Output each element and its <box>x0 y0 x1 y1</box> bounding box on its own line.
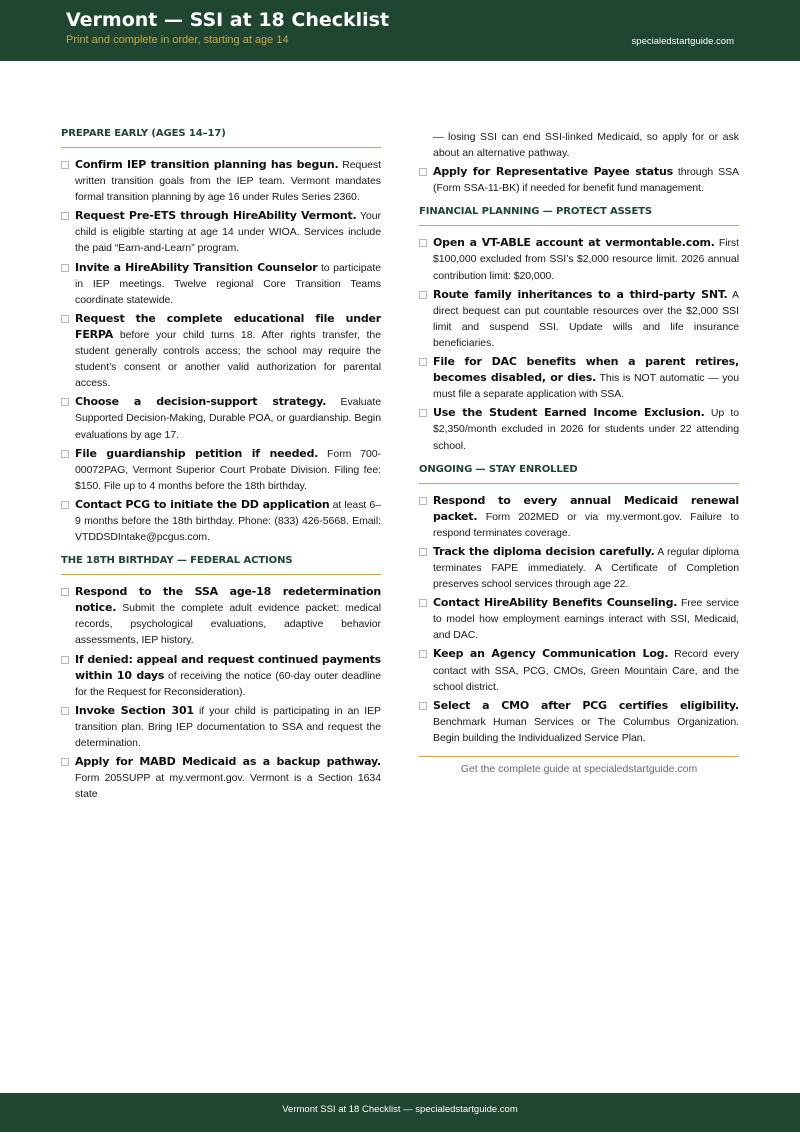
checkbox[interactable] <box>419 409 427 417</box>
checklist-item <box>61 497 381 545</box>
checkbox[interactable] <box>419 599 427 607</box>
checklist-item <box>419 164 739 196</box>
item-lead: Respond to the SSA age-18 redetermination notice. <box>75 585 381 615</box>
item-lead: Invite a HireAbility Transition Counselor <box>75 260 318 274</box>
item-lead: Request the complete educational file under FERPA <box>75 311 381 341</box>
item-text: before your child turns 18. After rights transfer, the student generally controls access; the school may require the student’s consent or another valid authorization for parental access. <box>75 328 381 390</box>
item-text: Evaluate Supported Decision-Making, Durable POA, or guardianship. Begin evaluations by age 17. <box>75 396 381 441</box>
item-lead: Apply for MABD Medicaid as a backup pathway. <box>75 755 381 769</box>
checklist-item <box>419 544 739 592</box>
item-lead: Respond to every annual Medicaid renewal packet. <box>433 493 739 523</box>
item-continuation <box>419 129 739 161</box>
item-text: Free service to model how employment earnings interact with SSI, Medicaid, and DAC. <box>433 597 739 642</box>
item-text: of receiving the notice (60-day outer deadline for the Request for Reconsideration). <box>75 669 382 698</box>
checklist-item <box>61 260 381 308</box>
divider <box>419 756 739 757</box>
item-text: Your child is eligible starting at age 14 under WIOA. Services include the paid “Earn-and-Learn” program. <box>75 210 381 255</box>
item-text: Up to $2,350/month excluded in 2026 for students under 22 attending school. <box>433 407 739 452</box>
item-lead: Track the diploma decision carefully. <box>433 544 655 558</box>
checkbox[interactable] <box>419 650 427 658</box>
checklist-item <box>61 208 381 256</box>
checklist-item <box>419 595 739 643</box>
section-heading-ongoing: ONGOING — STAY ENROLLED <box>419 464 739 484</box>
item-text: Form 202MED or via my.vermont.gov. Failure to respond terminates coverage. <box>433 510 739 539</box>
checkbox[interactable] <box>61 501 69 509</box>
checklist-item <box>419 405 739 453</box>
item-lead: Contact PCG to initiate the DD application <box>75 497 330 511</box>
item-text: A direct bequest can put countable resources over the $2,000 SSI limit and suspend SSI. Update wills and life insurance beneficiaries. <box>433 288 740 349</box>
checkbox[interactable] <box>419 358 427 366</box>
guide-link[interactable]: Get the complete guide at specialedstartguide.com <box>460 763 698 775</box>
header-site-link[interactable]: specialedstartguide.com <box>631 36 734 47</box>
checklist-item <box>419 646 739 694</box>
item-lead: Request Pre-ETS through HireAbility Vermont. <box>75 209 357 223</box>
item-text: Benchmark Human Services or The Columbus Organization. Begin building the Individualized Service Plan. <box>433 715 739 744</box>
checkbox[interactable] <box>61 656 69 664</box>
item-lead: Invoke Section 301 <box>75 703 194 717</box>
checklist-item <box>61 652 381 700</box>
right-column <box>419 129 739 775</box>
footer-text: Vermont SSI at 18 Checklist — specialedstartguide.com <box>282 1104 518 1115</box>
item-lead: If denied: appeal and request continued payments within 10 days <box>75 652 381 682</box>
checkbox[interactable] <box>419 548 427 556</box>
item-lead: Contact HireAbility Benefits Counseling. <box>433 596 678 610</box>
checkbox[interactable] <box>61 758 69 766</box>
item-lead: Use the Student Earned Income Exclusion. <box>433 406 705 420</box>
page-footer <box>0 1093 800 1132</box>
checkbox[interactable] <box>419 291 427 299</box>
item-lead: File for DAC benefits when a parent retires, becomes disabled, or dies. <box>433 355 739 385</box>
item-text: Form 205SUPP at my.vermont.gov. Vermont is a Section 1634 state <box>75 772 381 801</box>
item-text: This is NOT automatic — you must file a separate application with SSA. <box>433 372 739 401</box>
section-heading-birthday: THE 18TH BIRTHDAY — FEDERAL ACTIONS <box>61 555 381 575</box>
item-text: First $100,000 excluded from SSI’s $2,000 resource limit. 2026 annual contribution limit: $20,000. <box>433 237 739 282</box>
checklist-item <box>419 354 739 402</box>
item-lead: Select a CMO after PCG certifies eligibility. <box>433 698 739 712</box>
section-heading-financial: FINANCIAL PLANNING — PROTECT ASSETS <box>419 206 739 226</box>
item-lead: Route family inheritances to a third-party SNT. <box>433 287 728 301</box>
checklist-item <box>61 703 381 751</box>
item-lead: Confirm IEP transition planning has begun. <box>75 158 339 171</box>
checkbox[interactable] <box>419 168 427 176</box>
item-lead: Open a VT-ABLE account at vermontable.com. <box>433 236 715 250</box>
checkbox[interactable] <box>419 239 427 247</box>
checkbox[interactable] <box>61 315 69 323</box>
checkbox[interactable] <box>61 588 69 596</box>
checkbox[interactable] <box>61 450 69 458</box>
checklist-item <box>419 287 739 351</box>
checklist-item <box>419 493 739 541</box>
item-text: Submit the complete adult evidence packet: medical records, psychological evaluations, adaptive behavior assessments, IEP history. <box>75 602 381 647</box>
checklist-item <box>61 394 381 442</box>
checklist-item <box>61 754 381 802</box>
checklist-item <box>419 235 739 283</box>
item-lead: File guardianship petition if needed. <box>75 446 319 460</box>
checkbox[interactable] <box>419 497 427 505</box>
checkbox[interactable] <box>61 161 69 169</box>
continuation-text: — losing SSI can end SSI-linked Medicaid, so apply for or ask about an alternative pathway. <box>433 131 739 160</box>
item-text: Form 700-00072PAG, Vermont Superior Court Probate Division. Filing fee: $150. File up to 4 months before the 18th birthday. <box>75 447 381 492</box>
item-text: through SSA (Form SSA-11-BK) if needed for benefit fund management. <box>433 166 739 195</box>
item-lead: Choose a decision-support strategy. <box>75 395 327 409</box>
section-heading-prepare: PREPARE EARLY (AGES 14–17) <box>61 128 381 148</box>
item-text: to participate in IEP meetings. Twelve regional Core Transition Teams coordinate statewide. <box>75 261 381 306</box>
item-text: if your child is participating in an IEP transition plan. Bring IEP documentation to SSA and request the determination. <box>75 704 381 749</box>
checkbox[interactable] <box>61 212 69 220</box>
item-text: Record every contact with SSA, PCG, CMOs, Green Mountain Care, and the school district. <box>433 648 740 693</box>
checklist-item <box>419 698 739 746</box>
checkbox[interactable] <box>61 398 69 406</box>
checklist-item <box>61 584 381 648</box>
checklist-item <box>61 157 381 205</box>
item-text: at least 6–9 months before the 18th birthday. Phone: (833) 426-5668. Email: VTDDSDIntake@pcgus.com. <box>75 498 381 544</box>
checklist-item <box>61 311 381 391</box>
page-subtitle: Print and complete in order, starting at age 14 <box>66 34 289 46</box>
item-text: A regular diploma terminates FAPE immediately. A Certificate of Completion preserves school services through age 22. <box>433 545 739 591</box>
checkbox[interactable] <box>61 264 69 272</box>
item-text: Request written transition goals from the IEP team. Vermont mandates formal transition planning by age 16 under Rules Series 2360. <box>75 159 381 204</box>
page-header <box>0 0 800 61</box>
checklist-item <box>61 446 381 494</box>
page-title: Vermont — SSI at 18 Checklist <box>66 9 390 31</box>
checkbox[interactable] <box>419 702 427 710</box>
left-column <box>61 128 381 805</box>
checkbox[interactable] <box>61 707 69 715</box>
item-lead: Keep an Agency Communication Log. <box>433 647 669 661</box>
item-lead: Apply for Representative Payee status <box>433 165 673 179</box>
